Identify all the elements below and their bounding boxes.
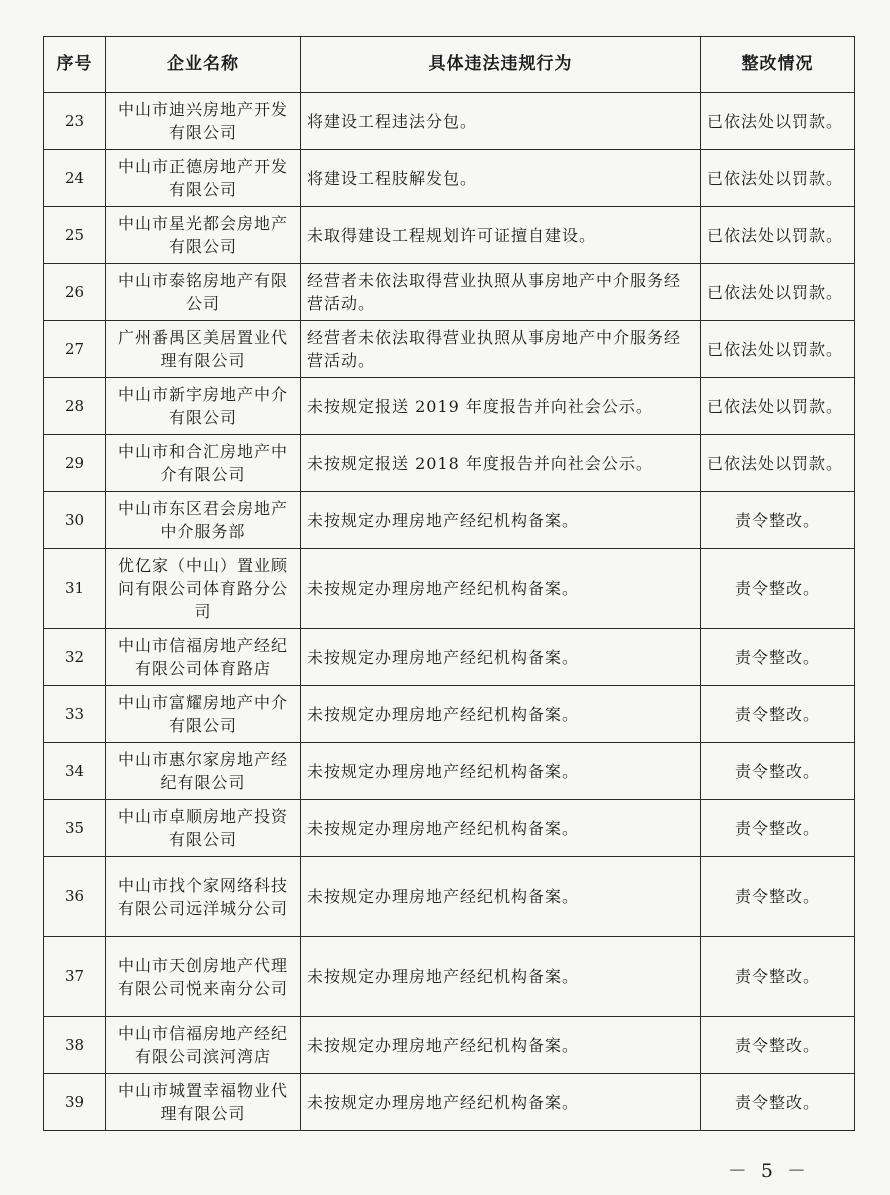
- row-company: 优亿家（中山）置业顾问有限公司体育路分公司: [106, 549, 301, 629]
- row-no: 26: [44, 264, 106, 321]
- row-company: 中山市正德房地产开发有限公司: [106, 150, 301, 207]
- row-company: 中山市惠尔家房地产经纪有限公司: [106, 743, 301, 800]
- table-header-row: [44, 37, 855, 93]
- row-no: 33: [44, 686, 106, 743]
- row-company: 中山市找个家网络科技有限公司远洋城分公司: [106, 857, 301, 937]
- row-violation: 未按规定报送 2019 年度报告并向社会公示。: [301, 378, 701, 435]
- row-violation: 未按规定办理房地产经纪机构备案。: [301, 1074, 701, 1131]
- table-row: [44, 492, 855, 549]
- row-status: 已依法处以罚款。: [701, 150, 855, 207]
- row-violation: 将建设工程肢解发包。: [301, 150, 701, 207]
- row-status: 责令整改。: [701, 1074, 855, 1131]
- table-row: [44, 264, 855, 321]
- row-company: 中山市星光都会房地产有限公司: [106, 207, 301, 264]
- row-status: 责令整改。: [701, 937, 855, 1017]
- table-row: [44, 549, 855, 629]
- row-no: 29: [44, 435, 106, 492]
- table-row: [44, 1017, 855, 1074]
- header-company: 企业名称: [106, 37, 301, 93]
- row-status: 已依法处以罚款。: [701, 264, 855, 321]
- row-status: 责令整改。: [701, 743, 855, 800]
- row-violation: 未按规定办理房地产经纪机构备案。: [301, 686, 701, 743]
- table-row: [44, 857, 855, 937]
- row-violation: 未按规定报送 2018 年度报告并向社会公示。: [301, 435, 701, 492]
- row-no: 39: [44, 1074, 106, 1131]
- page-number: － 5 －: [727, 1160, 810, 1182]
- violations-table: [43, 36, 855, 1131]
- row-status: 已依法处以罚款。: [701, 321, 855, 378]
- row-no: 32: [44, 629, 106, 686]
- row-company: 中山市卓顺房地产投资有限公司: [106, 800, 301, 857]
- row-no: 25: [44, 207, 106, 264]
- row-violation: 未按规定办理房地产经纪机构备案。: [301, 857, 701, 937]
- header-no: 序号: [44, 37, 106, 93]
- row-status: 责令整改。: [701, 1017, 855, 1074]
- row-violation: 未按规定办理房地产经纪机构备案。: [301, 549, 701, 629]
- row-no: 38: [44, 1017, 106, 1074]
- table-row: [44, 1074, 855, 1131]
- row-company: 中山市信福房地产经纪有限公司滨河湾店: [106, 1017, 301, 1074]
- row-status: 责令整改。: [701, 800, 855, 857]
- row-no: 23: [44, 93, 106, 150]
- table-row: [44, 378, 855, 435]
- table-row: [44, 93, 855, 150]
- row-status: 责令整改。: [701, 629, 855, 686]
- row-status: 责令整改。: [701, 686, 855, 743]
- row-status: 已依法处以罚款。: [701, 93, 855, 150]
- table-row: [44, 435, 855, 492]
- table-row: [44, 629, 855, 686]
- table-row: [44, 743, 855, 800]
- row-no: 34: [44, 743, 106, 800]
- row-status: 责令整改。: [701, 492, 855, 549]
- row-status: 责令整改。: [701, 549, 855, 629]
- row-company: 中山市迪兴房地产开发有限公司: [106, 93, 301, 150]
- table-row: [44, 800, 855, 857]
- row-no: 35: [44, 800, 106, 857]
- row-violation: 未按规定办理房地产经纪机构备案。: [301, 629, 701, 686]
- row-no: 27: [44, 321, 106, 378]
- row-no: 30: [44, 492, 106, 549]
- row-violation: 未按规定办理房地产经纪机构备案。: [301, 937, 701, 1017]
- row-company: 中山市富耀房地产中介有限公司: [106, 686, 301, 743]
- row-violation: 将建设工程违法分包。: [301, 93, 701, 150]
- row-no: 28: [44, 378, 106, 435]
- row-status: 已依法处以罚款。: [701, 435, 855, 492]
- row-company: 广州番禺区美居置业代理有限公司: [106, 321, 301, 378]
- table-row: [44, 321, 855, 378]
- row-company: 中山市城置幸福物业代理有限公司: [106, 1074, 301, 1131]
- row-company: 中山市和合汇房地产中介有限公司: [106, 435, 301, 492]
- row-company: 中山市信福房地产经纪有限公司体育路店: [106, 629, 301, 686]
- table-row: [44, 686, 855, 743]
- row-no: 31: [44, 549, 106, 629]
- row-company: 中山市天创房地产代理有限公司悦来南分公司: [106, 937, 301, 1017]
- row-violation: 经营者未依法取得营业执照从事房地产中介服务经营活动。: [301, 264, 701, 321]
- row-company: 中山市东区君会房地产中介服务部: [106, 492, 301, 549]
- table-row: [44, 150, 855, 207]
- header-status: 整改情况: [701, 37, 855, 93]
- row-violation: 未按规定办理房地产经纪机构备案。: [301, 1017, 701, 1074]
- row-violation: 经营者未依法取得营业执照从事房地产中介服务经营活动。: [301, 321, 701, 378]
- table-row: [44, 207, 855, 264]
- row-status: 已依法处以罚款。: [701, 207, 855, 264]
- row-status: 已依法处以罚款。: [701, 378, 855, 435]
- row-status: 责令整改。: [701, 857, 855, 937]
- header-violation: 具体违法违规行为: [301, 37, 701, 93]
- row-violation: 未按规定办理房地产经纪机构备案。: [301, 800, 701, 857]
- row-company: 中山市泰铭房地产有限公司: [106, 264, 301, 321]
- row-violation: 未按规定办理房地产经纪机构备案。: [301, 743, 701, 800]
- table-row: [44, 937, 855, 1017]
- row-no: 37: [44, 937, 106, 1017]
- row-violation: 未按规定办理房地产经纪机构备案。: [301, 492, 701, 549]
- row-violation: 未取得建设工程规划许可证擅自建设。: [301, 207, 701, 264]
- row-no: 24: [44, 150, 106, 207]
- row-no: 36: [44, 857, 106, 937]
- row-company: 中山市新宇房地产中介有限公司: [106, 378, 301, 435]
